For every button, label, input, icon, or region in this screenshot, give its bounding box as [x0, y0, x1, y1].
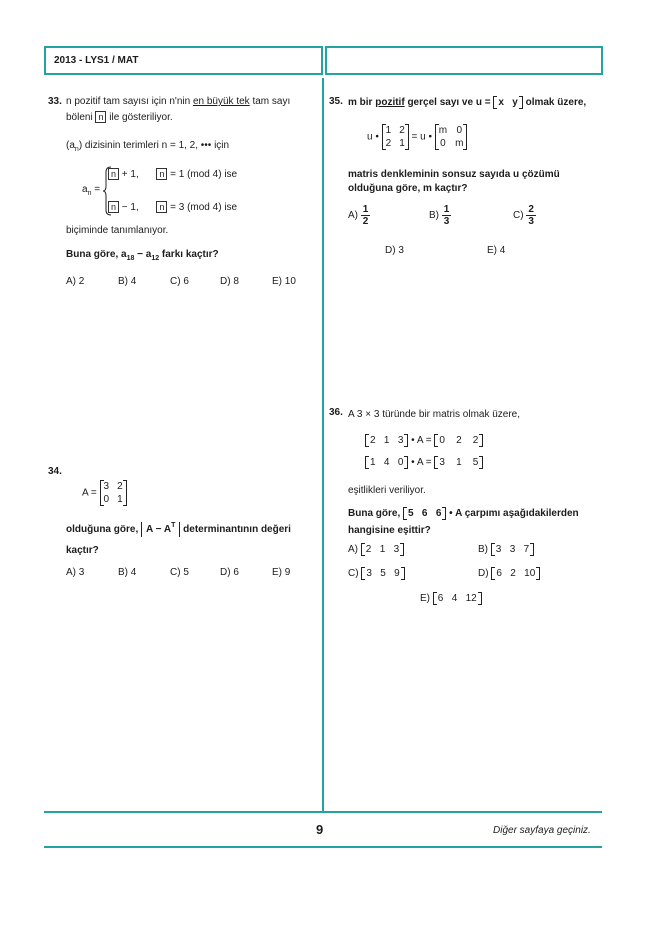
option-label: A)	[348, 210, 358, 221]
text: • A çarpımı aşağıdakilerden	[446, 508, 579, 519]
option-e[interactable]	[420, 593, 482, 604]
boxed-n: n	[108, 168, 119, 180]
row-vector	[433, 593, 482, 604]
q35-question-line1: matris denkleminin sonsuz sayıda u çözümü	[348, 169, 560, 180]
text: = u •	[411, 131, 432, 143]
vector-entry: y	[512, 97, 518, 108]
vector-entry: 1	[383, 435, 390, 446]
vector-entry: 10	[524, 568, 536, 579]
option-c[interactable]: C) 5	[170, 567, 189, 578]
row-vector	[361, 544, 404, 555]
q33-question	[66, 249, 219, 262]
option-label: C)	[513, 210, 524, 221]
text: tam sayı	[249, 96, 291, 107]
vector-entry: 3	[495, 544, 502, 555]
option-b[interactable]	[478, 544, 534, 555]
matrix-cell: m	[455, 138, 464, 149]
option-b[interactable]	[429, 204, 451, 227]
numerator: 1	[443, 204, 450, 215]
q36-given: eşitlikleri veriliyor.	[348, 485, 426, 496]
question-number: 33.	[48, 96, 62, 107]
text: Buna göre, a	[66, 249, 127, 260]
option-label: A)	[348, 544, 358, 555]
underlined-text: pozitif	[375, 97, 405, 108]
question-number: 35.	[329, 96, 343, 107]
q33-line1	[66, 96, 290, 107]
matrix-cell: 2	[399, 125, 405, 136]
an-label	[82, 184, 100, 197]
matrix-cell: 2	[117, 481, 123, 492]
option-d[interactable]	[478, 568, 540, 579]
boxed-n: n	[108, 201, 119, 213]
q34-question-line1	[66, 522, 291, 535]
q33-tail: biçiminde tanımlanıyor.	[66, 225, 169, 236]
q36-line1: A 3 × 3 türünde bir matris olmak üzere,	[348, 409, 521, 420]
equation-2	[365, 457, 483, 468]
option-a[interactable]	[348, 204, 370, 227]
denominator: 2	[362, 216, 369, 227]
vector-entry: 2	[456, 435, 462, 446]
row-vector	[491, 544, 534, 555]
option-d[interactable]: D) 3	[385, 245, 404, 256]
vector-entry: 4	[451, 593, 458, 604]
text: farkı kaçtır?	[159, 249, 219, 260]
option-a[interactable]: A) 3	[66, 567, 85, 578]
fraction	[442, 204, 452, 227]
exam-title: 2013 - LYS1 / MAT	[54, 55, 139, 66]
text: ) dizisinin terimleri n = 1, 2, ••• için	[78, 140, 230, 151]
matrix-cell: 0	[103, 494, 110, 505]
text: ile gösteriliyor.	[106, 112, 173, 123]
superscript: T	[171, 522, 176, 529]
vector-entry: 6	[421, 508, 428, 519]
vector-entry: 3	[397, 435, 404, 446]
option-label: D)	[478, 568, 489, 579]
subscript: 18	[126, 255, 135, 262]
vector-entry: 3	[439, 457, 445, 468]
option-a[interactable]	[348, 544, 404, 555]
option-c[interactable]: C) 6	[170, 276, 189, 287]
vector-entry: 3	[366, 568, 372, 579]
header-left-box	[44, 46, 323, 75]
footer-line-top	[44, 811, 602, 813]
matrix-a	[100, 480, 127, 506]
vector-entry: 0	[397, 457, 404, 468]
vector-entry: 5	[408, 508, 414, 519]
vector-entry: 6	[435, 508, 442, 519]
matrix-cell: 3	[103, 481, 110, 492]
denominator: 3	[528, 216, 534, 227]
q35-question-line2: olduğuna göre, m kaçtır?	[348, 183, 468, 194]
subscript: n	[74, 146, 79, 153]
vector-entry: 5	[380, 568, 386, 579]
page-number: 9	[316, 822, 324, 837]
option-d[interactable]: D) 6	[220, 567, 239, 578]
matrix-cell: 1	[399, 138, 405, 149]
option-e[interactable]: E) 4	[487, 245, 506, 256]
matrix-cell: 1	[385, 125, 392, 136]
underlined-text: en büyük tek	[192, 96, 250, 107]
q35-line1	[348, 97, 586, 108]
question-number: 34.	[48, 466, 62, 477]
q36-question-line1	[348, 508, 579, 519]
matrix-equation	[367, 124, 467, 150]
row-vector	[434, 457, 483, 468]
equation-1	[365, 435, 483, 446]
boxed-n: n	[95, 111, 106, 123]
boxed-n: n	[156, 201, 167, 213]
vector-entry: 6	[437, 593, 444, 604]
text: = 3 (mod 4) ise	[170, 202, 238, 213]
vector-entry: 5	[472, 457, 479, 468]
option-d[interactable]: D) 8	[220, 276, 239, 287]
q34-question-line2: kaçtır?	[66, 545, 99, 556]
text: = 1 (mod 4) ise	[170, 169, 238, 180]
option-c[interactable]	[348, 568, 405, 579]
matrix-a-definition	[82, 480, 127, 506]
subscript: 12	[151, 255, 160, 262]
option-label: C)	[348, 568, 359, 579]
option-b[interactable]: B) 4	[118, 276, 137, 287]
text: n pozitif tam sayısı için n'nin	[66, 96, 193, 107]
vector-entry: 2	[370, 435, 376, 446]
row-vector	[491, 568, 540, 579]
matrix-cell: 0	[456, 125, 463, 136]
matrix-cell: m	[438, 125, 448, 136]
text: • A =	[411, 435, 432, 446]
text: olduğuna göre,	[66, 524, 141, 535]
text: • A =	[411, 457, 432, 468]
piecewise-case-2	[108, 201, 237, 213]
text: gerçel sayı ve u =	[404, 97, 494, 108]
text: m bir	[348, 97, 376, 108]
text: A − A	[146, 524, 172, 535]
q33-sequence-line	[66, 140, 229, 153]
piecewise-case-1	[108, 168, 237, 180]
boxed-n: n	[156, 168, 167, 180]
numerator: 2	[528, 204, 534, 215]
vector-entry: 2	[365, 544, 372, 555]
vector-entry: 1	[379, 544, 386, 555]
vector-entry: 1	[370, 457, 376, 468]
vector-entry: 2	[472, 435, 479, 446]
text: (a	[66, 140, 75, 151]
option-c[interactable]	[513, 204, 536, 227]
fraction	[361, 204, 371, 227]
numerator: 1	[362, 204, 369, 215]
vector-entry: 4	[383, 457, 390, 468]
option-e[interactable]: E) 10	[272, 276, 296, 287]
text: Buna göre,	[348, 508, 404, 519]
q36-question-line2: hangisine eşittir?	[348, 525, 431, 536]
row-vector	[403, 508, 446, 519]
column-divider	[322, 78, 324, 811]
option-label: E)	[420, 593, 430, 604]
matrix-right	[435, 124, 468, 150]
vector-entry: 2	[510, 568, 516, 579]
matrix-cell: 1	[117, 494, 123, 505]
vector-entry: 9	[394, 568, 400, 579]
denominator: 3	[443, 216, 450, 227]
header-right-box	[325, 46, 603, 75]
row-vector	[365, 435, 408, 446]
option-e[interactable]: E) 9	[272, 567, 291, 578]
matrix-cell: 0	[440, 138, 446, 149]
determinant-bars	[141, 522, 180, 537]
row-vector	[361, 568, 404, 579]
footer-line-bottom	[44, 846, 602, 848]
option-a[interactable]: A) 2	[66, 276, 85, 287]
vector-u	[493, 97, 522, 108]
subscript: n	[87, 190, 92, 197]
option-b[interactable]: B) 4	[118, 567, 137, 578]
matrix-left	[382, 124, 409, 150]
text: böleni	[66, 112, 96, 123]
text: u •	[367, 131, 379, 143]
text: + 1,	[121, 169, 139, 180]
text: A =	[82, 487, 97, 499]
vector-entry: 1	[456, 457, 462, 468]
vector-entry: 3	[509, 544, 516, 555]
text: − 1,	[121, 202, 139, 213]
vector-entry: 7	[523, 544, 530, 555]
text: a	[82, 184, 88, 195]
text: olmak üzere,	[522, 97, 587, 108]
text: determinantının değeri	[180, 524, 291, 535]
row-vector	[434, 435, 483, 446]
q33-line2	[66, 111, 173, 123]
question-number: 36.	[329, 407, 343, 418]
vector-entry: 0	[439, 435, 445, 446]
option-label: B)	[429, 210, 439, 221]
text: =	[94, 184, 101, 195]
vector-entry: 12	[465, 593, 477, 604]
row-vector	[365, 457, 408, 468]
vector-entry: 6	[496, 568, 502, 579]
vector-entry: x	[498, 97, 504, 108]
next-page-note: Diğer sayfaya geçiniz.	[493, 825, 591, 836]
matrix-cell: 2	[385, 138, 392, 149]
vector-entry: 3	[393, 544, 400, 555]
option-label: B)	[478, 544, 488, 555]
text: − a	[134, 249, 152, 260]
fraction	[526, 204, 536, 227]
